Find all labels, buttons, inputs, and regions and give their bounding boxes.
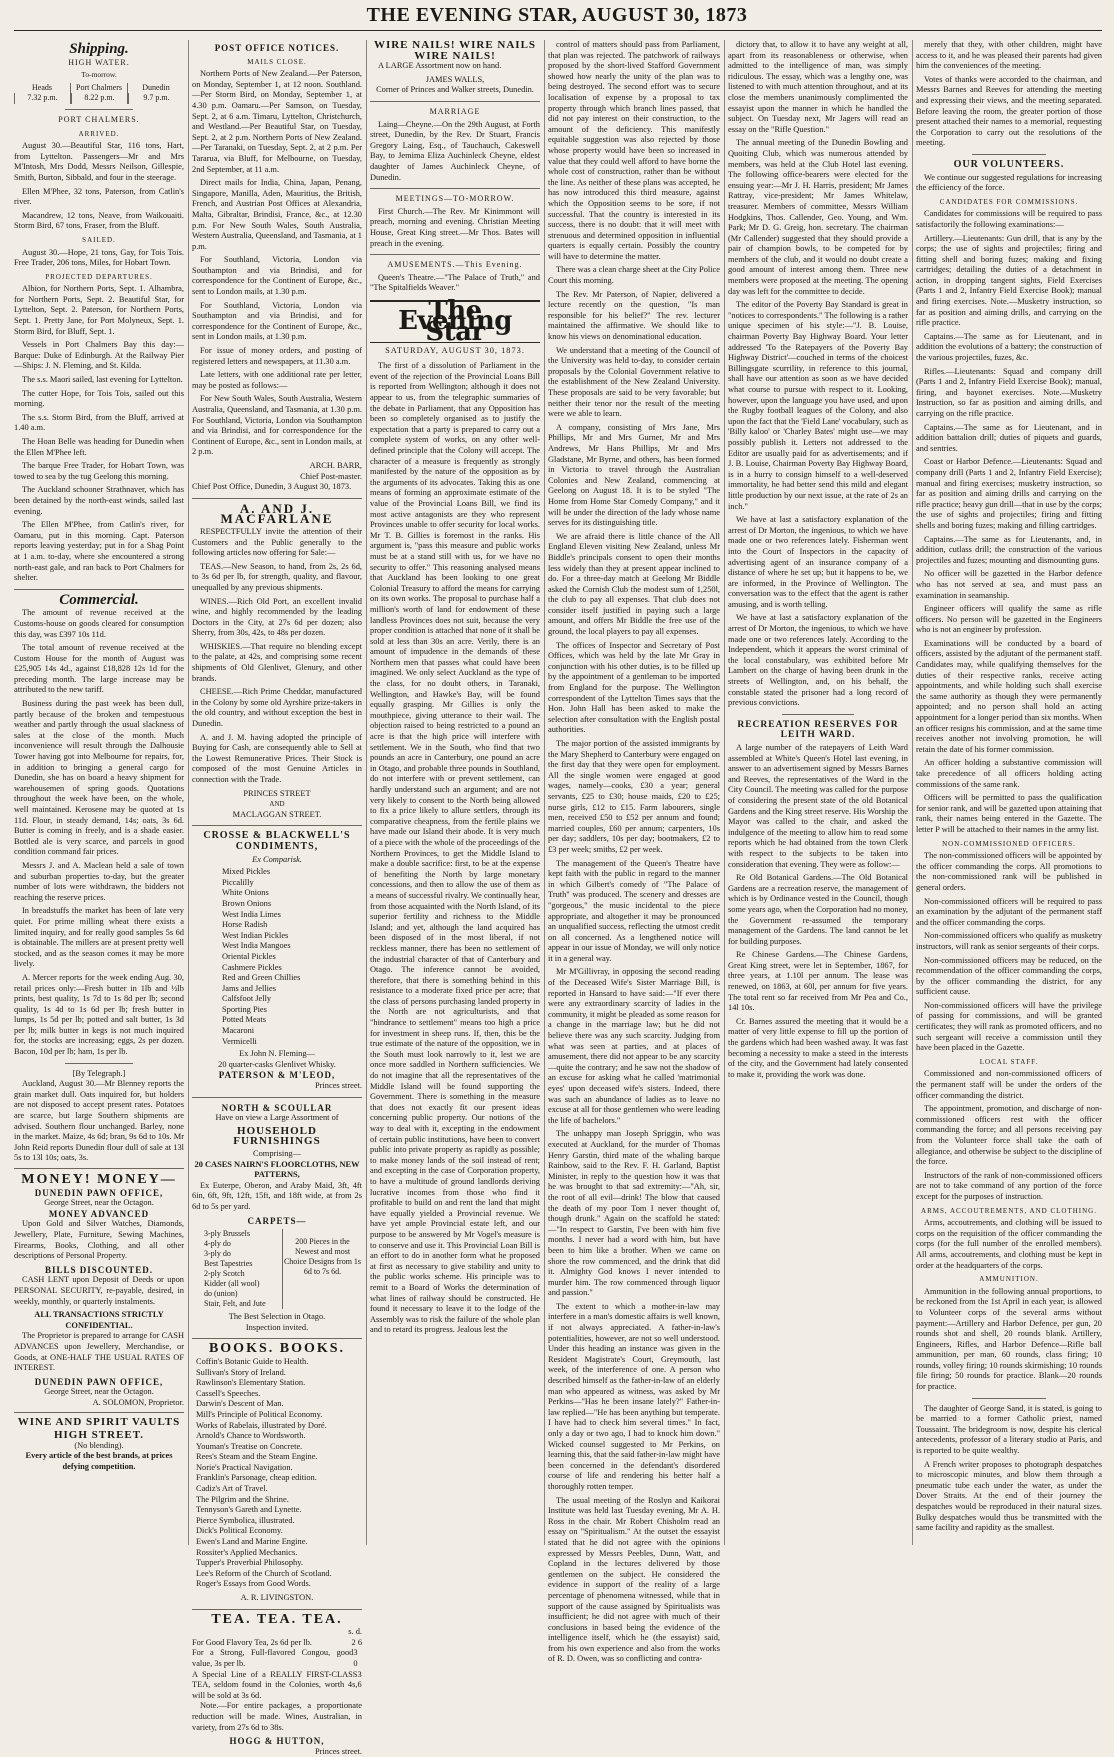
arrived-text: Macandrew, 12 tons, Neave, from Waikouaiti. Storm Bird, 67 tons, Fraser, from the Bluff. bbox=[14, 210, 184, 231]
crosse-sub: Ex Comparisk. bbox=[252, 854, 302, 864]
local-staff-heading: LOCAL STAFF. bbox=[979, 1057, 1039, 1066]
post-office-heading: POST OFFICE NOTICES. bbox=[214, 43, 340, 53]
bills-discounted: BILLS DISCOUNTED. bbox=[44, 1264, 154, 1275]
pawn-office-name: DUNEDIN PAWN OFFICE, bbox=[34, 1187, 164, 1198]
article-text: The editor of the Poverty Bay Standard is great in "notices to correspondents." The following is a rather unique specimen of his style:—"J. B. Louise, chairman Poverty Bay Highway Board. Your letter addressed 'To the Ratepayers of the Poverty Bay Highway District'—couched in terms of the choicest Billingsgate scurrility, in reference to this journal, shall have our attention as soon as we have decided what course to pursue with respect to it. Looking, however, upon the language you have used, and upon the Rugby football leagues of the Colony, and also upon the fact that the 'Field Lane' vocabulary, such as 'Billy kaloo' or 'Charley Bates' might use—we may possibly publish it. Letters not addressed to the Editor are usually paid for as advertisements; and if J. B. Louise, Chairman Poverty Bay Highway Board, is in a hurry to consign himself to a well-deserved immortality, he had better send this mild and elegant little production by our next issue, at the rate of 2s an inch." bbox=[728, 300, 908, 511]
mails-text: For Southland, Victoria, London via Southampton and via Brindisi, and for correspondence for the Continent of Europe, &c., sent in London mails, at 1.30 p.m. bbox=[192, 300, 362, 342]
shipping-news: The s.s. Maori sailed, last evening for Lyttelton. bbox=[22, 375, 183, 385]
inspection: Inspection invited. bbox=[245, 1322, 309, 1332]
tea-unit: s. d. bbox=[348, 1627, 362, 1637]
paterson-name: PATERSON & M'LEOD, bbox=[218, 1070, 336, 1081]
column-1 bbox=[14, 40, 184, 1545]
volunteers-text: Non-commissioned officers will be required to pass an examination by the adjutant of the permanent staff and the officer commanding the corps. bbox=[916, 896, 1102, 927]
crosse-ship: Ex John N. Fleming— bbox=[239, 1049, 315, 1059]
high-water-heading: HIGH WATER. bbox=[68, 57, 130, 67]
mails-text: For New South Wales, South Australia, Western Australia, Queensland, and Tasmania, at 1.30 p.m. For Southland, Victoria, London via Southampton and via Brindisi, and for correspondence for the Continent of Europe, &c., sent in London mails, at 2 p.m. bbox=[192, 394, 362, 457]
list-item: Mill's Principle of Political Economy. bbox=[196, 1409, 323, 1419]
masthead bbox=[0, 0, 1114, 34]
carpets-list bbox=[192, 1229, 282, 1309]
divider bbox=[192, 498, 362, 499]
confidential: ALL TRANSACTIONS STRICTLY CONFIDENTIAL. bbox=[34, 1310, 164, 1330]
list-item: West Indian Pickles bbox=[222, 930, 289, 940]
list-item: Arnold's Chance to Wordsworth. bbox=[196, 1431, 306, 1441]
marriage-text: Laing—Cheyne.—On the 29th August, at Forth street, Dunedin, by the Rev. Dr Stuart, Francis Gregory Laing, Esq., of Tauchauch, Cakeswell Bay, to Jemima Eliza Auchinleck Cheyne, eldest daughter of James Auchinleck Cheyne, of Dunedin. bbox=[370, 119, 540, 182]
every-article: Every article of the best brands, at prices defying competition. bbox=[25, 1451, 173, 1471]
tea-row: For a Strong, Full-flavored Congou, good value, 3s per lb. 3 0 bbox=[192, 1648, 358, 1668]
article-text: control of matters should pass from Parliament, that plan was rejected. The patchwork of railways proposed by the short-lived Stafford Government showed how nearly the unity of the plan was to being destroyed. The second effort was to secure localisation of expense by a proposal to tax property through which branch lines passed, that did not pay interest on their construction, to the amount of the deficiency. This manifestly equitable suggestion was also rejected by those whose property would have been so increased in value that they could well afford to have borne the whole cost of construction, rather than be without the line. As neither of these plans was accepted, he has now introduced this third measure, against which the Opposition seems to be sore, if not successful. That the country is interested in its success, there is no doubt: that it will meet with strenuous and determined opposition in influential quarters is equally certain. Possibly the country will have to determine the matter. bbox=[548, 40, 720, 261]
list-item: Horse Radish bbox=[222, 920, 268, 930]
floorcloths-text: Ex Euterpe, Oberon, and Araby Maid, 3ft, 4ft 6in, 6ft, 9ft, 12ft, 15ft, and 18ft wide, at from 2s 6d to 5s per yard. bbox=[192, 1180, 362, 1211]
column-6 bbox=[916, 40, 1102, 1545]
article-text: merely that they, with other children, might have access to it, and he was pleased their parents had given him the conveniences of the meeting. bbox=[916, 40, 1102, 71]
list-item: Sporting Pies bbox=[222, 1004, 267, 1014]
editorial-text: The first of a dissolution of Parliament in the event of the rejection of the Provincial Loans Bill is reported from Wellington; although it does not appear to us, from the telegraphic summaries of the debate in Parliament, that any Opposition has been so completely organised as to justify the expectation that a party is prepared to carry out a complete system of works, on any other well-defined principle that the Colony will accept. The character of a measure is frequently as strongly manifested by the nature of the opposition as by the arguments of its advocates. Taking this as one means of forming an approximate estimate of the value of the Provincial Loans Bill, we find its most active antagonists are they who represent Provinces unable to offer security for local works. Mr T. B. Gillies is foremost in the ranks. His argument is, "pass this measure and public works must be at a stand still with us, for we have no security to offer." This reasoning analysed means that Auckland has been looking to one great Colonial Treasury to afford the means for carrying on its own works. The proposal to purchase half a million's worth of land for endowment of these landless Provinces does not suit, because the very proper condition is attached that none of it shall be sold at less than 30s an acre. Verily, there is an amount of impudence in the demands of these Northern men that passes what could have been imagined. We only select Auckland as the type of the class, for no doubt others, in Taranaki, Wellington, and Hawke's Bay, will be found equally grasping. Mr Gillies is only the mouthpiece, giving utterance to their wail. The objection raised to being restricted to a pound an acre is that the high price will interfere with settlement. We in the South, who find that two pounds an acre in Canterbury, one pound an acre in Otago, and probable three pounds in Southland, do not interfere with or prevent settlement, can hardly understand such an argument; and are not very likely to consent to the North being allowed to fix a price likely to allure settlers, through its comparative cheapness, from the fertile plains we have made our Island their abode. It is very much of a piece with the whole of the proceedings of the Northern Provinces, to get the Middle Island to make a double sacrifice: first, to be at the expense of benefiting the North by large monetary concessions, and then to allow the use of them as a means of successful rivalry. We continually hear, from those acquainted with the North Island, of its superior fertility and richness to the Middle Island; and yet, although the land acquired has been disposed of in the most liberal, if not reckless manner, there has been no settlement of the industrial character of that of Canterbury and Otago. The inference cannot be avoided, therefore, that there is something behind in this resistance to a moderate fixed price per acre; that the class of persons purchasing landed property in the North are not agriculturists, and that "hindrance to settlement" means too high a price for investment in sheep runs. If, then, this be the true estimate of the nature of the opposition, we in the South must look narrowly to it, lest we are once more saddled in Northern sufficiencies. We do not imagine that all the representatives of the Middle Island will be found supporting the Government. There is something in the measure that does not exactly fit our present ideas concerning public property. Our notions of the way to deal with it, excepting in the endowment of certain public institutions, have been to convert public into private property as rapidly as possible; to make money lands of the soil instead of rent; and excepting in the case of Corporation property, to have a multitude of ground landlords deriving lucrative incomes from those who find it profitable to build on and rent the land that might have equally yielded a Provincial revenue. We have yet ample Provincial estate left, and our purpose to be answered by Mr Vogel's measure is to conserve and use it. This Provincial Loan Bill is an effort to do in another form what he proposed at first as necessary to give stability and unity to the public works scheme. His principle was to remit to a Board of Works the determination of what lines of railway should be constructed. He found it necessary to leave it to the lodge of the Assembly was to risk the failure of the whole plan and to retard its progress. Jealous lest the bbox=[370, 361, 541, 1335]
article-text: We are afraid there is little chance of the All England Eleven visiting New Zealand, unless Mr Biddle's principals consent to open their months less widely than they at present appear inclined to do. For a three-day match at Geelong Mr Biddle asked the Cornish Club the modest sum of 1,250l, the club to pay all expenses. That club does not consider itself justified in paying such a large amount, and offers Mr Biddle the free use of the ground, the local players to pay all expenses. bbox=[548, 531, 720, 637]
list-item: Norie's Practical Navigation. bbox=[196, 1462, 293, 1472]
list-item: Tennyson's Gareth and Lynette. bbox=[196, 1505, 302, 1515]
list-item: 3-ply do bbox=[204, 1249, 231, 1259]
newspaper-logo: The Evening Star bbox=[370, 300, 540, 343]
arms-heading: ARMS, ACCOUTREMENTS, AND CLOTHING. bbox=[921, 1206, 1097, 1215]
shipping-news: The barque Free Trader, for Hobart Town, was towed to sea by the tug Geelong this morning. bbox=[14, 461, 184, 481]
arrived-text: Ellen M'Phee, 32 tons, Paterson, from Catlin's river. bbox=[14, 186, 184, 207]
article-text: The offices of Inspector and Secretary of Post Offices, which was held by the late Mr Gray in conjunction with his other duties, is to be filled up by the appointment of a gentleman to be imported from England for the purpose. The Wellington correspondent of the Lyttelton Times says that the Hon. John Hall has been asked to make the selection after consultation with the English postal authorities. bbox=[548, 640, 720, 735]
macfarlane-heading: A. AND J. MACFARLANE bbox=[220, 500, 334, 527]
tide-cell: Heads 7.32 p.m. bbox=[14, 83, 70, 104]
tea-row: A Special Line of a REALLY FIRST-CLASS TEA, seldom found in the Colonies, worth 4s, will be sold at 3s 6d. 3 6 bbox=[192, 1669, 362, 1700]
tide-cell: Dunedin 9.7 p.m. bbox=[127, 83, 184, 104]
divider bbox=[192, 1609, 362, 1610]
article-text: The management of the Queen's Theatre have kept faith with the public in regard to the manner in which Gilbert's comedy of "The Palace of Truth" was produced. The scenery and dresses are "gorgeous," the music incidental to the piece appropriate, and altogether it may be pronounced an unqualified success, reflecting the utmost credit on all concerned. As a lengthened notice will appear in our issue of Monday, we will only notice it in a general way. bbox=[548, 858, 720, 963]
books-heading: BOOKS. BOOKS. bbox=[208, 1341, 346, 1357]
list-item: Stair, Felt, and Jute bbox=[204, 1299, 266, 1309]
list-item: Kidder (all wool) bbox=[204, 1279, 260, 1289]
port-heading: PORT CHALMERS. bbox=[58, 114, 140, 124]
list-item: Brown Onions bbox=[222, 898, 272, 908]
volunteers-text: Captains.—The same as for Lieutenants, and, in addition, cutlass drill; the construction of the various projectiles and fuzes; mounting and dismounting guns. bbox=[916, 534, 1102, 565]
pawn-office-ad bbox=[14, 1168, 184, 1413]
column-rule bbox=[912, 40, 913, 1545]
column-5 bbox=[728, 40, 908, 1545]
column-rule bbox=[188, 40, 189, 1545]
article-text: The unhappy man Joseph Spriggin, who was executed at Auckland, for the murder of Thomas Henry Garstin, third mate of the whaling barque Rainbow, said to the Rev. F. H. Garland, Baptist Minister, in reply to the question how it was that he was brought to that sad extremity:—"Ah, sir, the root of all evil—drink! The blow that caused the death of my poor Tom I never thought of, though drunk." Again on the scaffold he stated:—"In respect to Garstin, I've been with him five months. I never had a word with him, but have been to him like a brother. When we came on shore the row commenced, and the drink that did it. Almighty God knows I never intended to murder him. The row commenced through liquor and passion." bbox=[548, 1129, 720, 1298]
list-item: Ewen's Land and Marine Engine. bbox=[196, 1537, 308, 1547]
sailed-heading: SAILED. bbox=[82, 235, 116, 244]
article-text: The usual meeting of the Roslyn and Kaikorai Institute was held last Tuesday evening, Mr A. H. Ross in the chair. Mr Robert Chisholm read an essay on "Spiritualism." At the outset the essayist stated that he did not agree with the opinions expressed by Messrs Peebles, Dunn, Watt, and Copland in the lectures delivered by those gentlemen on the subject. He considered the evidence in support of the reality of a large percentage of phenomena witnessed, while that in support of the cause assigned by Spiritualists was insufficient; he did not agree with much of their conclusions in based being the evidence of the intelligence itself, which he (the essayist) said, from his own experience and also from the works of R. D. Owen, was so conflicting and contra- bbox=[548, 1495, 720, 1664]
column-2 bbox=[192, 40, 362, 1756]
list-item: The Pilgrim and the Shrine. bbox=[196, 1494, 289, 1504]
amusements-text: Queen's Theatre.—"The Palace of Truth," and "The Spitalfields Weaver." bbox=[370, 272, 540, 293]
volunteers-text: Artillery.—Lieutenants: Gun drill, that is any by the corps; the use of sights and projectiles; firing and fitting shell and boring fuzes; making and fixing cartridges; detailing the duties of a detachment in action, in dropping tangent sights, Field Exercises (Parts 1 and 2, Infantry Field Exercise Book); manual and firing exercises. Note.—Musketry instruction, so far as position and aiming drills, and carrying on the rifle practice. bbox=[916, 233, 1102, 328]
address-line: AND bbox=[269, 800, 285, 809]
article-text: The daughter of George Sand, it is stated, is going to be married to a former Catholic priest, named Toussaint. The bridegroom is now, despite his clerical antecedents, professor of a literary studio at Paris, and is reported to be quite wealthy. bbox=[916, 1403, 1102, 1456]
recreation-text: Cr. Barnes assured the meeting that it would be a matter of very little expense to fill up the portion of the gardens which had been washed away. It was fast becoming a necessity to make a steed in the interests of the city, and the Government had lately consented to make it, providing the work was done. bbox=[728, 1016, 908, 1079]
list-item: Coffin's Botanic Guide to Health. bbox=[196, 1356, 309, 1366]
pawn-office-address: George Street, near the Octagon. bbox=[44, 1198, 154, 1208]
volunteers-text: The appointment, promotion, and discharge of non-commissioned officers rest with the officer commanding the force; and all persons receiving pay from the Volunteer force shall take the oath of allegiance, and otherwise be subject to the discipline of the force. bbox=[916, 1104, 1102, 1167]
divider bbox=[370, 101, 540, 102]
column-3 bbox=[370, 40, 540, 1545]
wire-nails-sub: WIRE NAILS! bbox=[414, 49, 496, 62]
volunteers-text: An officer holding a substantive commission will take precedence of all officers holding acting commissions of the same rank. bbox=[916, 758, 1102, 789]
volunteers-text: We continue our suggested regulations for increasing the efficiency of the force. bbox=[916, 172, 1102, 193]
walls-address: Corner of Princes and Walker streets, Dunedin. bbox=[376, 85, 534, 95]
volunteers-text: Arms, accoutrements, and clothing will be issued to corps on the requisition of the officer commanding the corps (for the full number of the enrolled members). All arms, accoutrements, and clothing must be kept in order at the headquarters of the corps. bbox=[916, 1218, 1102, 1270]
divider bbox=[370, 188, 540, 189]
list-item: Dick's Political Economy. bbox=[196, 1526, 283, 1536]
article-text: The annual meeting of the Dunedin Bowling and Quoiting Club, which was numerous attended by members, was held at the Club Hotel last evening. The following office-bearers were elected for the ensuing year:—Mr J. H. Harris, president; Mr James Rattray, vice-president; Mr James Whitelaw, treasurer. Members of committee, Messrs William Hodgkins, Thos. Callender, Geo. Young, and Wm. Park; Mr D. G. Greig, hon. secretary. The chairman (Mr Callender) suggested that they should provide a pair of champion bowls, to be competed for by members of the club, and it would no doubt create a good amount of interest among them. Three new members were proposed at the meeting. The opening day was left for the committee to decide. bbox=[728, 138, 908, 296]
divider bbox=[370, 254, 540, 255]
column-rule bbox=[544, 40, 545, 1545]
article-text: Mr M'Gillivray, in opposing the second reading of the Deceased Wife's Sister Marriage Bill, is reported in Hansard to have said:—"If ever there were any extraordinary scarcity of ladies in the community, it might be pleaded as some reason for a change in the marriage law; but he did not believe there was any such scarcity. Judging from what was seen at parties, and at places of amusement, there did not appear to be any scarcity—quite the contrary; and he saw not the shadow of an excuse for asking what he called 'matrimonial eyes' upon deceased wife's sisters. Indeed, there was such an abundance of ladies as to leave no excuse at all for those gentlemen who were leading the life of bachelors." bbox=[548, 967, 720, 1125]
top-rule bbox=[14, 30, 1102, 31]
postmaster-name: ARCH. BARR, bbox=[309, 460, 362, 470]
ammunition-heading: AMMUNITION. bbox=[979, 1275, 1039, 1284]
volunteers-text: Non-commissioned officers may be reduced, on the recommendation of the officer commanding the corps, by the officer commanding the district, for any sufficient cause. bbox=[916, 955, 1102, 997]
carpets-side-note: 200 Pieces in the Newest and most Choice Designs from 1s 6d to 7s 6d. bbox=[282, 1229, 362, 1309]
mails-text: For issue of money orders, and posting of registered letters and newspapers, at 11.30 a.m. bbox=[192, 346, 362, 366]
mails-text: Northern Ports of New Zealand.—Per Paterson, on Monday, September 1, at 12 noon. Southland.—Per Storm Bird, on Monday, September 1, at 4.30 p.m. Oamaru.—Per Samson, on Tuesday, Sept. 2, at 6 a.m. Timaru, Lyttelton, Christchurch, and Westland.—Per Beautiful Star, on Tuesday, Sept. 2, at 2 p.m. Northern Ports of New Zealand.—Per Taranaki, on Tuesday, Sept. 2, at 2 p.m. Per Tararua, via Bluff, for Melbourne, on Tuesday, 2nd September, at 11 a.m. bbox=[192, 69, 362, 174]
volunteers-text: Rifles.—Lieutenants: Squad and company drill (Parts 1 and 2, Infantry Field Exercise Book); manual, firing, and bayonet exercises. Note.—Musketry Instruction, so far as position and aiming drills, and carrying on the rifle practice. bbox=[916, 366, 1102, 418]
macfarlane-text: WHISKIES.—That require no blending except to the palate, at 42s, and comprising some recent shipments of Old Glenlivet, Glenury, and other brands. bbox=[192, 641, 362, 683]
meetings-heading: MEETINGS—TO-MORROW. bbox=[395, 194, 515, 204]
telegraph-text: Auckland, August 30.—Mr Blenney reports the grain market dull. Oats inquired for, but holders are not disposed to accept present rates. Potatoes are scarce, but large Southern shipments are advised. Southern flour unchanged. Barley, none in the market. Maize, 4s 6d; bran, 9s 6d to 10s. Mr John Reid reports Dunedin flour dull of sale at 13l 5s to 13l 10s; oats, 3s. bbox=[14, 1079, 184, 1163]
tide-table bbox=[14, 83, 184, 104]
volunteers-text: Instructors of the rank of non-commissioned officers are not to take command of any portion of the force except for the purposes of instruction. bbox=[916, 1170, 1102, 1201]
commercial-text: In breadstuffs the market has been of late very quiet. For prime milling wheat there exists a limited inquiry, and for really good samples 5s 6d is obtainable. The millers are at present pretty well stocked, and as the season comes it may be more lively. bbox=[14, 906, 184, 969]
divider bbox=[192, 1338, 362, 1339]
mails-text: Direct mails for India, China, Japan, Penang, Singapore, Manilla, Aden, Mauritius, the British, French, and Austrian Post Offices at Alexandria, Malta, Gibraltar, Brindisi, France, &c., at 12.30 p.m. For New South Wales, South Australia, Western Australia, Queensland, and Tasmania, at 1 p.m. bbox=[192, 178, 362, 251]
list-item: Best Tapestries bbox=[204, 1259, 253, 1269]
commercial-text: Messrs J. and A. Maclean held a sale of town and suburban properties to-day, but the greater number of lots were withdrawn, the bidders not reaching the reserve prices. bbox=[14, 860, 184, 902]
macfarlane-text: RESPECTFULLY invite the attention of their Customers and the Public generally to the following articles now offering for Sale:— bbox=[192, 526, 362, 558]
mails-close-heading: MAILS CLOSE. bbox=[247, 57, 307, 66]
paterson-address: Princes street. bbox=[315, 1081, 362, 1091]
pawn-text: Upon Gold and Silver Watches, Diamonds, Jewellery, Plate, Furniture, Sewing Machines, Firearms, Books, Clothing, and all other descriptions of Personal Property. bbox=[14, 1219, 184, 1261]
list-item: Pierce Symbolica, illustrated. bbox=[196, 1515, 295, 1525]
list-item: Piccalilly bbox=[222, 877, 254, 887]
article-text: A French writer proposes to photograph despatches to microscopic minutes, and blow them through a pneumatic tube each under the water, as under the Dover Straits. At the end of their journey the despatches would be reproduced in their natural sizes. Bulky despatches would thus be transmitted with the same facility and rapidity as the smallest. bbox=[916, 1459, 1102, 1533]
list-item: Rawlinson's Elementary Station. bbox=[196, 1378, 306, 1388]
list-item: West India Mangoes bbox=[222, 941, 291, 951]
shipping-news: The cutter Hope, for Tois Tois, sailed out this morning. bbox=[14, 388, 184, 409]
address-line: PRINCES STREET bbox=[243, 788, 311, 798]
article-text: We have at last a satisfactory explanation of the arrest of Dr Morton, the ingenious, to which we have made one or two references lately. Fisherman went into the Court of Inspectors in the capacity of advertising agent of an insurance company of a distance of where he set up; but it happens to be, we are informed, in the Province of Wellington. The conversation was to the effect that the agent is rather amusing, and is worth telling. bbox=[728, 515, 908, 609]
list-item: Youman's Treatise on Concrete. bbox=[196, 1441, 303, 1451]
tea-note: Note.—For entire packages, a proportionate reduction will be made. Wines, Australian, in variety, from 27s 6d to 38s. bbox=[192, 1701, 362, 1732]
macfarlane-text: WINES.—Rich Old Port, an excellent invalid wine, and highly recommended by the leading Doctors in the City, at 27s 6d per dozen; also Sherry, from 30s, 42s, to 48s per dozen. bbox=[192, 596, 362, 638]
divider bbox=[192, 1097, 362, 1098]
money-advanced: MONEY ADVANCED bbox=[48, 1208, 150, 1219]
list-item: Cadiz's Art of Travel. bbox=[196, 1484, 268, 1494]
list-item: do (union) bbox=[204, 1289, 238, 1299]
pawn-text: CASH LENT upon Deposit of Deeds or upon PERSONAL SECURITY, re-payable, desired, in weekly, monthly, or quarterly instalments. bbox=[14, 1275, 184, 1306]
article-text: We understand that a meeting of the Council of the University was held to-day, to consider certain proposals by the Colonial Government relative to the establishment of the New Zealand University. These proposals are said to be very favorable; but neither their tenor nor the result of the meeting were we able to learn. bbox=[548, 345, 720, 419]
tea-heading: TEA. TEA. TEA. bbox=[211, 1611, 343, 1627]
carpets-table bbox=[192, 1229, 362, 1309]
list-item: Calfsfoot Jelly bbox=[222, 994, 272, 1004]
carpets-heading: CARPETS— bbox=[247, 1215, 307, 1226]
bookseller-name: A. R. LIVINGSTON. bbox=[240, 1593, 314, 1602]
list-item: Cashmere Pickles bbox=[222, 962, 282, 972]
article-text: We have at last a satisfactory explanation of the arrest of Dr Morton, the ingenious, to which we have made one or two references lately. According to the Independent, which it appears the worst criminal of the local constabulary, was exhibited before Mr Lambert on the charge of having been drunk in the streets of Wellington, and, on his behalf, the constable stated the prisoner had a long record of previous convictions. bbox=[728, 613, 908, 708]
volunteers-text: The non-commissioned officers will be appointed by the officer commanding the corps. All promotions to the non-commissioned rank will be published in general orders. bbox=[916, 851, 1102, 892]
shipping-news: The Hoan Belle was heading for Dunedin when the Ellen M'Phee left. bbox=[14, 437, 184, 457]
divider bbox=[65, 109, 133, 110]
books-list bbox=[192, 1357, 362, 1590]
list-item: Oriental Pickles bbox=[222, 951, 276, 961]
mails-text: Late letters, with one additional rate per letter, may be posted as follows:— bbox=[192, 370, 362, 390]
divider bbox=[972, 154, 1046, 155]
north-scoullar-heading: NORTH & SCOULLAR bbox=[221, 1102, 333, 1113]
high-street: HIGH STREET. bbox=[53, 1429, 145, 1442]
tea-row: For Good Flavory Tea, 2s 6d per lb. 2 6 bbox=[192, 1637, 362, 1647]
list-item: Mixed Pickles bbox=[222, 867, 271, 877]
macfarlane-text: TEAS.—New Season, to hand, from 2s, 2s 6d, to 3s 6d per lb, for strength, quality, and flavour, unequalled by any previous shipments. bbox=[192, 561, 362, 592]
hogg-hutton: HOGG & HUTTON, bbox=[229, 1736, 325, 1747]
pawn-office-name: DUNEDIN PAWN OFFICE, bbox=[34, 1376, 164, 1387]
list-item: Darwin's Descent of Man. bbox=[196, 1399, 284, 1409]
proprietor-signature: A. SOLOMON, Proprietor. bbox=[92, 1397, 184, 1407]
list-item: Cassell's Speeches. bbox=[196, 1388, 261, 1398]
volunteers-text: Commissioned and non-commissioned officers of the permanent staff will be under the orders of the officer commanding the district. bbox=[916, 1069, 1102, 1100]
divider bbox=[192, 825, 362, 826]
telegraph-heading: [By Telegraph.] bbox=[72, 1068, 126, 1078]
arrived-text: August 30.—Beautiful Star, 116 tons, Hart, from Lyttelton. Passengers—Mr and Mrs M'Intosh, Mrs Dodd, Messrs Neilson, Gillespie, Smith, Burton, Sibbald, and four in the steerage. bbox=[14, 141, 184, 182]
divider bbox=[14, 589, 184, 590]
address-line: MACLAGGAN STREET. bbox=[232, 809, 322, 819]
article-text: Votes of thanks were accorded to the chairman, and Messrs Barnes and Reeves for attending the meeting and expressing their views, and the meeting separated. Before leaving the room, the greater portion of those present attached their names to a memorial, requesting the Corporation to carry out the resolutions of the meeting. bbox=[916, 74, 1102, 148]
arrived-heading: ARRIVED. bbox=[78, 129, 120, 138]
list-item: Sullivan's Story of Ireland. bbox=[196, 1367, 286, 1377]
sailed-text: August 30.—Hope, 21 tons, Gay, for Tois Tois. Free Trader, 206 tons, Miles, for Hobart Town. bbox=[14, 247, 184, 268]
article-text: dictory that, to allow it to have any weight at all, apart from its reasonableness or otherwise, when admitted to the intelligence of man, was simply ridiculous. The essay, which was a lengthy one, was listened to with much attention throughout, and at its close the members unanimously complimented the essayist upon the manner in which he handled the subject. On Tuesday next, Mr Jagers will read an essay on the "Rifle Question." bbox=[728, 40, 908, 134]
household-heading: HOUSEHOLD FURNISHINGS bbox=[233, 1124, 321, 1148]
divider bbox=[782, 714, 854, 715]
recreation-text: A large number of the ratepayers of Leith Ward assembled at White's Queen's Hotel last evening, in answer to an advertisement signed by Messrs Barnes and Reeves, the representatives of the Ward in the City Council. The meeting was called for the purpose of considering the present state of the old Botanical Gardens and the King street reserve. His Worship the Mayor was called to the chair, and asked the indulgence of the meeting to allow him to read some reports which he had obtained from the town Clerk with respect to the subjects to be taken into consideration that evening. They were as follow:— bbox=[728, 743, 908, 869]
article-text: The Rev. Mr Paterson, of Napier, delivered a lecture recently on the question, "Is man responsible for his belief?" The rev. lecturer maintained the affirmative. We should like to know his views on denominational education. bbox=[548, 289, 720, 342]
list-item: Roger's Essays from Good Words. bbox=[196, 1579, 311, 1589]
list-item: Franklin's Parsonage, cheap edition. bbox=[196, 1473, 317, 1483]
hogg-address: Princes street. bbox=[315, 1746, 362, 1756]
volunteers-heading: OUR VOLUNTEERS. bbox=[953, 158, 1065, 170]
noncom-heading: NON-COMMISSIONED OFFICERS. bbox=[942, 839, 1076, 848]
list-item: Jams and Jellies bbox=[222, 983, 276, 993]
volunteers-text: Officers will be permitted to pass the qualification for senior rank, and will be gazetted upon attaining that rank, their names being entered in the Gazette. The letter P will be attached to their names in the army list. bbox=[916, 793, 1102, 834]
wire-nails-text: A LARGE Assortment now on hand. bbox=[378, 61, 502, 71]
list-item: 4-ply do bbox=[204, 1239, 231, 1249]
meetings-text: First Church.—The Rev. Mr Kinimmont will preach, morning and evening. Christian Meeting House, Great King street.—Mr Thos. Bates will preach in the evening. bbox=[370, 206, 540, 248]
wire-nails-heading: WIRE NAILS! WIRE NAILS bbox=[373, 39, 537, 51]
commercial-text: The amount of revenue received at the Customs-house on goods cleared for consumption this day, was £397 10s 11d. bbox=[14, 608, 184, 639]
commercial-heading: Commercial. bbox=[59, 591, 139, 608]
macfarlane-text: A. and J. M. having adopted the principle of Buying for Cash, are consequently able to Sell at the Lowest Remunerative Prices. Their Stock is composed of the most Genuine Articles in connection with the Trade. bbox=[192, 732, 362, 784]
tomorrow-label: To-morrow. bbox=[81, 70, 117, 80]
list-item: Rossiter's Applied Mechanics. bbox=[196, 1547, 298, 1557]
volunteers-text: Captains.—The same as for Lieutenant, and in addition battalion drill; duties of piquets and guards, and sentries. bbox=[916, 422, 1102, 453]
divider bbox=[972, 1398, 1046, 1399]
mails-text: For Southland, Victoria, London via Southampton and via Brindisi, and for correspondence for the Continent of Europe, &c., sent to London mails, at 1.30 p.m. bbox=[192, 255, 362, 297]
volunteers-text: Captains.—The same as for Lieutenant, and in addition the evolutions of a battery; the construction of the various projectiles, fuzes, &c. bbox=[916, 331, 1102, 363]
list-item: Lee's Reform of the Church of Scotland. bbox=[196, 1568, 332, 1578]
projected-heading: PROJECTED DEPARTURES. bbox=[45, 272, 153, 281]
list-item: Macaroni bbox=[222, 1026, 255, 1036]
crosse-whisky: 20 quarter-casks Glenlivet Whisky. bbox=[218, 1059, 336, 1069]
wine-vaults-heading: WINE AND SPIRIT VAULTS bbox=[17, 1416, 181, 1429]
marriage-heading: MARRIAGE bbox=[429, 106, 481, 116]
shipping-news: The Ellen M'Phee, from Catlin's river, for Oamaru, put in this morning. Capt. Paterson reports leaving yesterday; put in for a Shag Point at 1 a.m. to-day, where she encountered a strong north-east gale, and ran back to Port Chalmers for shelter. bbox=[14, 520, 184, 583]
article-text: A company, consisting of Mrs Jane, Mrs Phillips, Mr and Mrs Gurner, Mr and Mrs Andrews, Mr Hans Phillips, Mr and Mrs Gladstane, Mr Byrne, and others, has been formed in Victoria to travel through the Australian Colonies and New Zealand, commencing at Geelong on August 18. It is to be styled "The Home from Home Star Comedy Company," and it will be under the direction of the lady whose name serves for its distinguishing title. bbox=[548, 422, 720, 528]
volunteers-text: Ammunition in the following annual proportions, to be reckoned from the 1st April in each year, is allowed to Volunteer corps of the several arms without payment:—Artillery and Harbor Defence, per gun, 20 rounds shot and shell, 20 rounds blank. Artillery, Engineers, Rifles, and Harbor Defence—Rifle ball ammunition, per man, 60 rounds, class firing; 10 rounds, volley firing; 10 rounds skirmishing; 10 rounds file firing; 50 rounds for practice. Blank—20 rounds for practice. bbox=[916, 1286, 1102, 1392]
recreation-text: Re Chinese Gardens.—The Chinese Gardens, Great King street, were let in September, 1867, for three years, at 1.10l per annum. The lease was renewed, on 1863, at 60l, per annum for five years. The total rent so far received from Mr Pea and Co., 14l 10s. bbox=[728, 950, 908, 1013]
shipping-news: The Auckland schooner Strathnaver, which has been detained by the north-east winds, sailed last evening. bbox=[14, 485, 184, 516]
postmaster-title: Chief Post-master. bbox=[300, 471, 362, 481]
list-item: Vermicelli bbox=[222, 1036, 257, 1046]
dateline: SATURDAY, AUGUST 30, 1873. bbox=[385, 345, 525, 355]
commercial-text: A. Mercer reports for the week ending Aug. 30, retail prices only:—Fresh butter in 1lb and ½lb prints, best quality, 1s 7d to 1s 8d per lb; second quality, 1s 4d to 1s 6d per lb; fresh butter in lumps, 1s 5d per lb; potted and salt butter, 1s 3d per lb; milk butter in kegs is not much inquired for, the stocks are increasing; eggs, 2s per dozen. Bacon, 10d per lb; ham, 1s per lb. bbox=[14, 972, 184, 1057]
list-item: Potted Meats bbox=[222, 1015, 266, 1025]
condiments-list bbox=[222, 867, 362, 1047]
list-item: Works of Rabelais, illustrated by Doré. bbox=[196, 1420, 327, 1430]
recreation-text: Re Old Botanical Gardens.—The Old Botanical Gardens are a recreation reserve, the management of which is by Ordinance vested in the Council, though some years ago, when the Corporation had no money, the Government re-assumed the temporary management of the Gardens. The land cannot be let for building purposes. bbox=[728, 873, 908, 946]
article-text: The major portion of the assisted immigrants by the Mary Shepherd to Canterbury were engaged on the first day that they were open for employment. All the single women were engaged at good wages, namely—cooks, £30 a year; general servants, £25 to £30; house maids, £20 to £25; nurse girls, £12 to £15. Farm labourers, single men, received £50 to £52 per annum and found; married couples, £60 per annum; carpenters, 10s per day; saddlers, 10s per day; bootmakers, £2 to £3 per week; smiths, £2 per week. bbox=[548, 739, 720, 854]
masthead-title: THE EVENING STAR, AUGUST 30, 1873 bbox=[366, 4, 748, 26]
walls-name: JAMES WALLS, bbox=[425, 74, 485, 84]
pawn-text: The Proprietor is prepared to arrange for CASH ADVANCES upon Jewellery, Merchandise, or Goods, at ONE-HALF THE USUAL RATES OF INTEREST. bbox=[14, 1331, 184, 1373]
list-item: West India Limes bbox=[222, 909, 281, 919]
tide-cell: Port Chalmers 8.22 p.m. bbox=[70, 83, 127, 104]
list-item: Red and Green Chillies bbox=[222, 973, 301, 983]
volunteers-text: Engineer officers will qualify the same as rifle officers. No person will be gazetted in the Engineers who is not an engineer by profession. bbox=[916, 604, 1102, 635]
divider bbox=[65, 1063, 133, 1064]
shipping-news: Vessels in Port Chalmers Bay this day:—Barque: Duke of Edinburgh. At the Railway Pier—Ships: J. N. Fleming, and St. Kilda. bbox=[14, 340, 184, 371]
north-text: Have on view a Large Assortment of bbox=[215, 1113, 339, 1123]
shipping-news: The s.s. Storm Bird, from the Bluff, arrived at 1.40 a.m. bbox=[14, 412, 184, 433]
volunteers-text: Examinations will be conducted by a board of officers, assisted by the adjutant of the permanent staff. Candidates may, while qualifying themselves for the duties of their respective ranks, receive acting appointments, and while holding such shall exercise the same authority as though they were permanently appointed; and no person shall hold an acting appointment for a longer period than six months. When an officer resigns his commission, and at the same time receives another not involving promotion, he will retain the date of his former commission. bbox=[916, 638, 1102, 754]
column-rule bbox=[366, 40, 367, 1545]
best-selection: The Best Selection in Otago. bbox=[228, 1312, 326, 1322]
money-heading: MONEY! MONEY— bbox=[21, 1172, 177, 1187]
article-text: The extent to which a mother-in-law may interfere in a man's domestic affairs is well known, if not always appreciated. A father-in-law's potentialities, however, are not so well understood. Under this heading an instance was given in the Resident Magistrate's Court, Greymouth, last week, of the interference of one. A person who described himself as the father-in-law of an elderly man who appeared as witness, was asked by Mr Perkins—"Has he been insane lately?" Father-in-law replied—"He has been anything but temperate. I have had to check him several times." In fact, only a day or two ago, I had to knock him down." Wicked counsel suggested to Mr Perkins, on learning this, that the said father-in-law might have been concerned in the defendant's disordered course of life and rendering his better half a thoroughly rotten temper. bbox=[548, 1301, 720, 1491]
volunteers-text: Candidates for commissions will be required to pass satisfactorily the following examinations:— bbox=[916, 209, 1102, 229]
volunteers-text: Non-commissioned officers who qualify as musketry instructors, will rank as senior sergeants of their corps. bbox=[916, 931, 1102, 951]
volunteers-text: Coast or Harbor Defence.—Lieutenants: Squad and company drill (Parts 1 and 2, Infantry Field Exercise); manual and firing exercises; musketry instruction, so far as position and aiming drills and carrying on the rifle practice; heavy gun drill—that in use by the corps; the use of sights and projectiles; firing and fitting shells and boring fuzes; making and filling cartridges. bbox=[916, 457, 1102, 530]
list-item: White Onions bbox=[222, 888, 269, 898]
projected-text: Albion, for Northern Ports, Sept. 1. Alhambra, for Northern Ports, Sept. 2. Beautiful Star, for Lyttelton, Sept. 2. Paterson, for Northern Ports, Sept. 1. Pretty Jane, for Port Molyneux, Sept. 1. Storm Bird, for Bluff, Sept. 1. bbox=[14, 284, 184, 336]
no-blending: (No blending). bbox=[74, 1440, 124, 1450]
candidates-heading: CANDIDATES FOR COMMISSIONS. bbox=[939, 197, 1079, 206]
floorcloths: 20 CASES NAIRN'S FLOORCLOTHS, NEW PATTERNS, bbox=[194, 1159, 360, 1180]
column-4 bbox=[548, 40, 720, 1664]
pawn-office-address: George Street, near the Octagon. bbox=[44, 1387, 154, 1397]
volunteers-text: No officer will be gazetted in the Harbor defence who has not served at sea, and must pass an examination in seamanship. bbox=[916, 569, 1102, 600]
commercial-text: The total amount of revenue received at the Custom House for the month of August was £25,905 14s 4d., against £18,828 12s 1d for the preceding month. The large increase may be attributed to the new tariff. bbox=[14, 643, 184, 695]
list-item: Rees's Steam and the Steam Engine. bbox=[196, 1452, 318, 1462]
column-rule bbox=[724, 40, 725, 1545]
post-date: Chief Post Office, Dunedin, 3 August 30, 1873. bbox=[192, 482, 352, 492]
commercial-text: Business during the past week has been dull, partly because of the broken and tempestuous weather and partly through the usual slackness of sales at the close of the month. Much inconvenience will result through the Dalhousie Tower having got into Melbourne for repairs, for, in addition to bringing a general cargo for Dunedin, she has on board a heavy shipment for warehousemen of spring goods. Quotations throughout the week have been, on the whole, well maintained. Kerosene may be quoted at 1s 11d. Flour, in steady demand, 14s; oats, 3s 6d. Butter is coming in freely, and is a shade easier. Bottled ale is very scarce, and parcels in good condition command fair prices. bbox=[14, 699, 184, 857]
recreation-heading: RECREATION RESERVES FOR LEITH WARD. bbox=[737, 719, 899, 741]
crosse-heading: CROSSE & BLACKWELL'S CONDIMENTS, bbox=[203, 830, 351, 852]
list-item: 3-ply Brussels bbox=[204, 1229, 250, 1239]
list-item: Tupper's Proverbial Philosophy. bbox=[196, 1558, 303, 1568]
article-text: There was a clean charge sheet at the City Police Court this morning. bbox=[548, 265, 720, 286]
amusements-heading: AMUSEMENTS.—This Evening. bbox=[387, 260, 523, 270]
volunteers-text: Non-commissioned officers will have the privilege of passing for commissions, and will be granted certificates; they will rank as promoted officers, and no such sergeant will receive a commission until they have been placed in the Gazette. bbox=[916, 1000, 1102, 1053]
macfarlane-text: CHEESE.—Rich Prime Cheddar, manufactured in the Colony by some old Ayrshire prize-takers in the old country, and without exception the best in Dunedin. bbox=[192, 687, 362, 729]
shipping-heading: Shipping. bbox=[69, 41, 129, 57]
list-item: 2-ply Scotch bbox=[204, 1269, 245, 1279]
comprising: Comprising— bbox=[253, 1149, 301, 1158]
